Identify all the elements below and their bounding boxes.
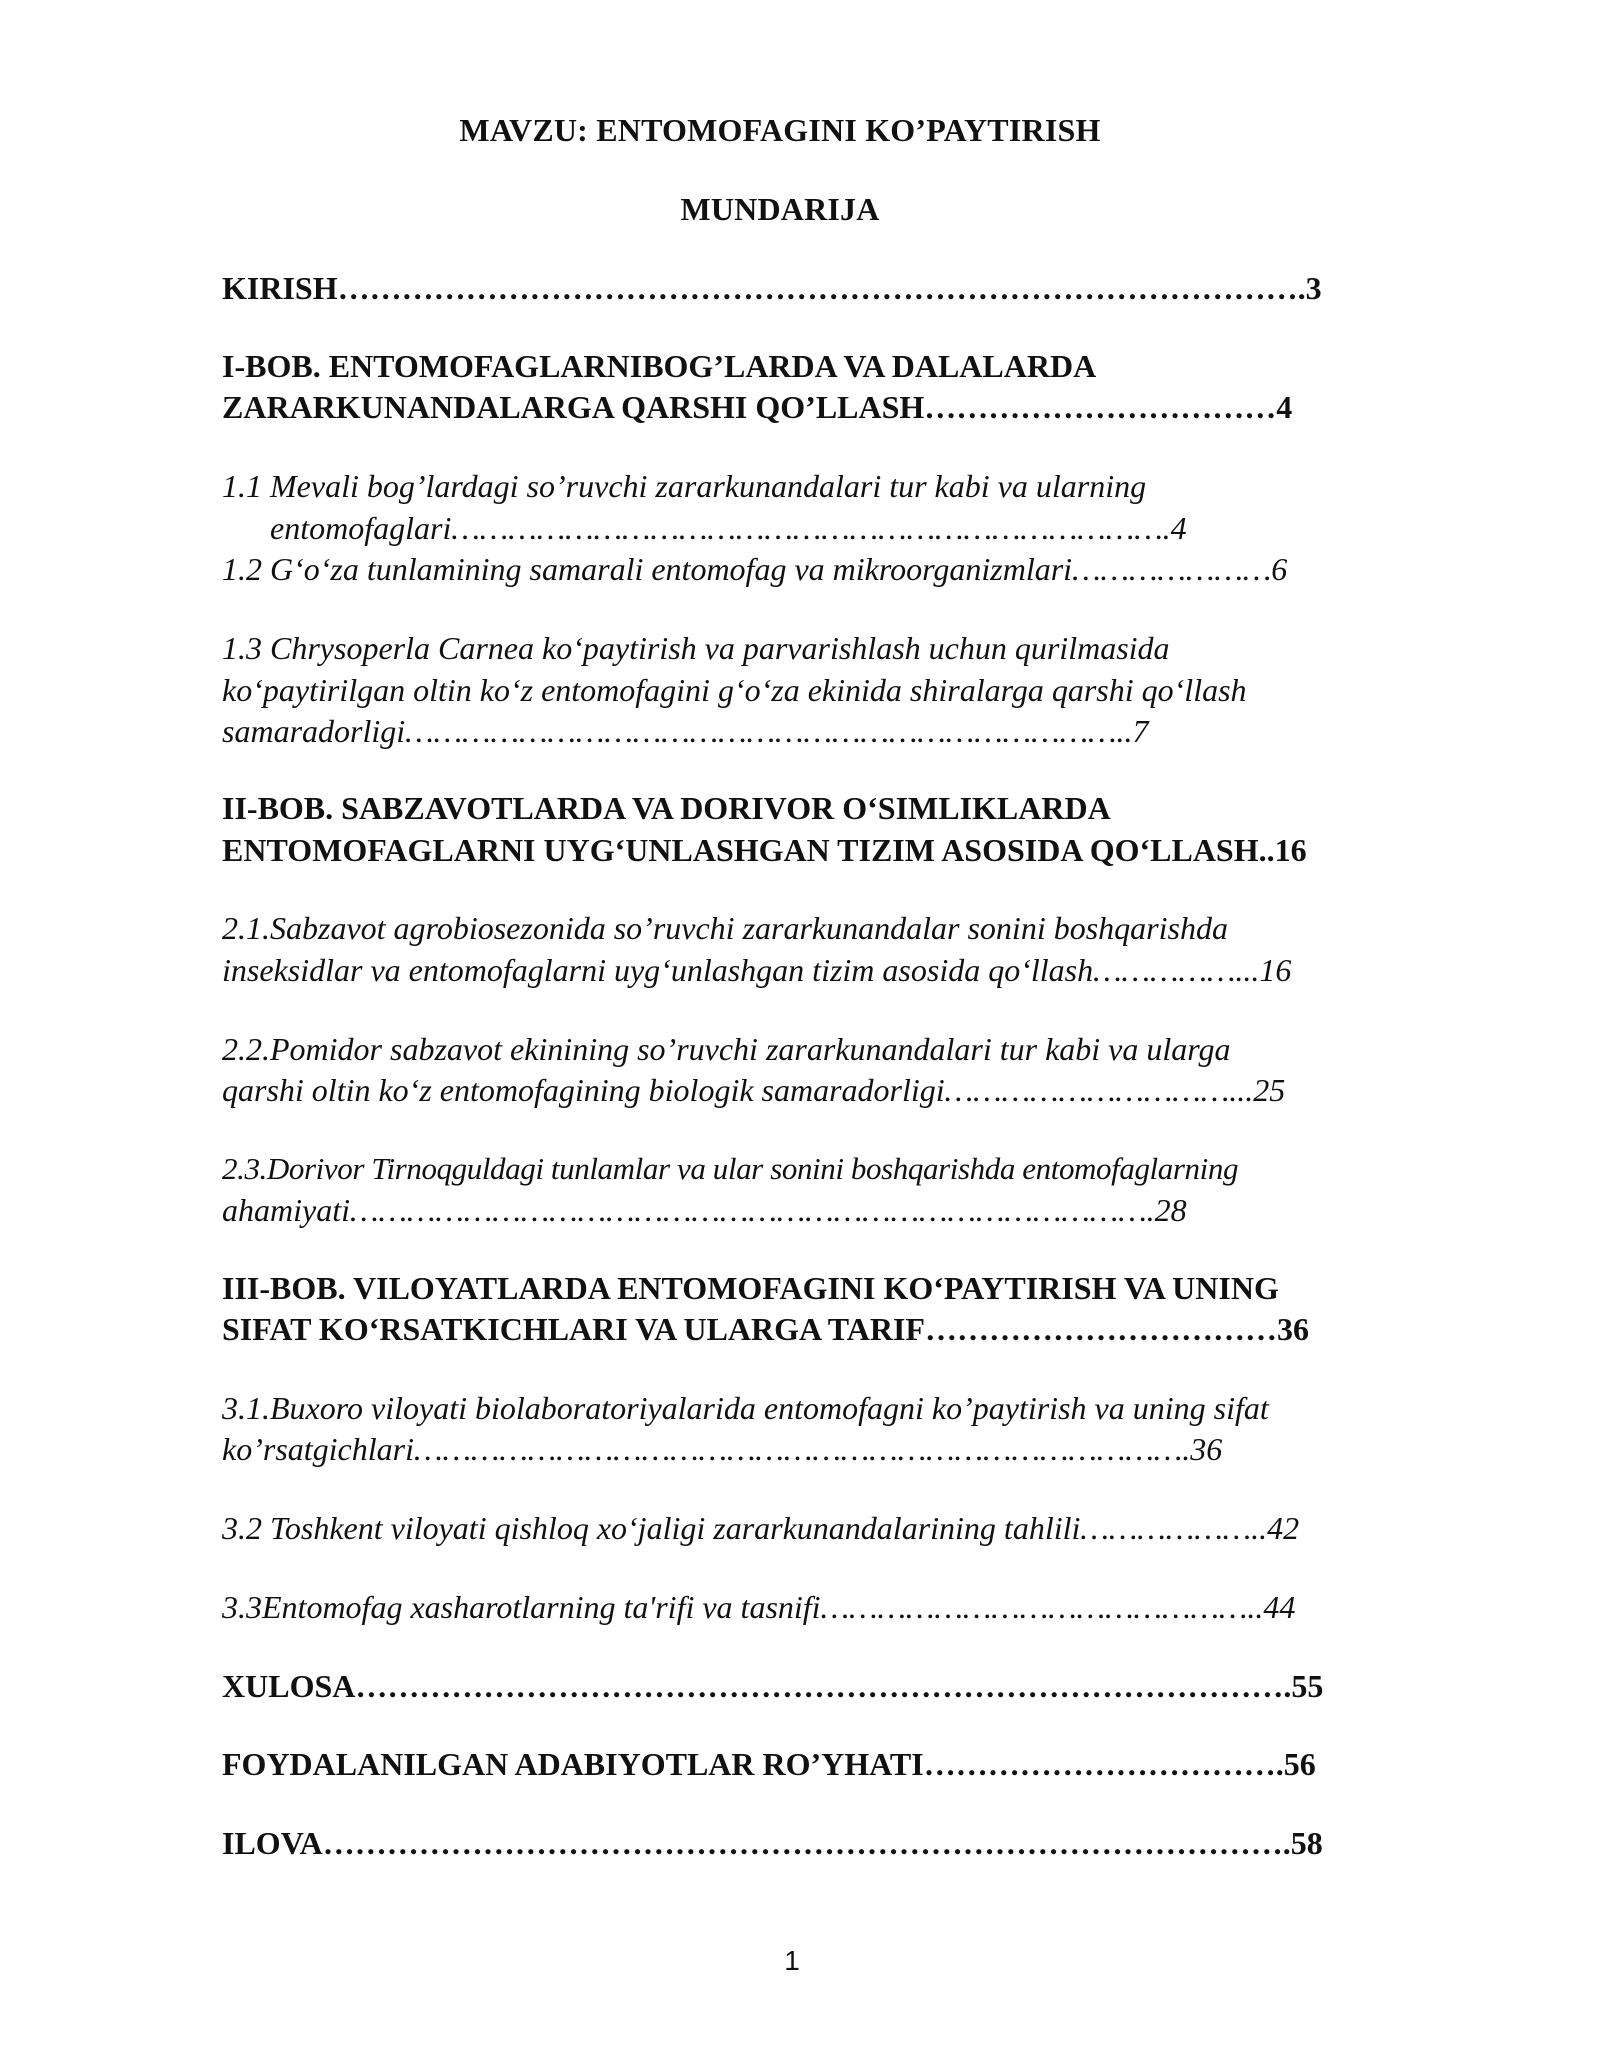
- toc-section-2-2-line-1: 2.2.Pomidor sabzavot ekinining so’ruvchi zararkunandalari tur kabi va ularga: [222, 1031, 1231, 1067]
- toc-chapter-1-line-1: I-BOB. ENTOMOFAGLARNIBOG’LARDA VA DALALARDA: [222, 348, 1097, 384]
- contents-heading: MUNDARIJA: [680, 191, 880, 227]
- toc-chapter-1-line-2: ZARARKUNANDALARGA QARSHI QO’LLASH……………………………4: [222, 389, 1293, 425]
- toc-section-1-3-line-3: samaradorligi…………………………………………………………………..7: [222, 713, 1149, 749]
- toc-chapter-3-line-2: SIFAT KO‘RSATKICHLARI VA ULARGA TARIF……………………………36: [222, 1311, 1309, 1347]
- toc-section-3-1-line-2: ko’rsatgichlari……………………………………………………………………….36: [222, 1431, 1223, 1467]
- toc-section-2-3-line-2: ahamiyati………………………………………………………………………….28: [222, 1192, 1187, 1228]
- toc-entry-adabiyotlar: FOYDALANILGAN ADABIYOTLAR RO’YHATI…………………………….56: [222, 1746, 1316, 1782]
- toc-section-2-1-line-2: inseksidlar va entomofaglarni uyg‘unlashgan tizim asosida qo‘llash……………...16: [222, 952, 1292, 988]
- page-number: 1: [784, 1945, 800, 1976]
- toc-section-2-3-line-1: 2.3.Dorivor Tirnoqguldagi tunlamlar va ular sonini boshqarishda entomofaglarning: [222, 1151, 1239, 1186]
- toc-section-1-3-line-1: 1.3 Chrysoperla Carnea ko‘paytirish va parvarishlash uchun qurilmasida: [222, 630, 1170, 666]
- toc-section-3-1-line-1: 3.1.Buxoro viloyati biolaboratoriyalarida entomofagni ko’paytirish va uning sifat: [222, 1390, 1269, 1426]
- toc-section-2-1-line-1: 2.1.Sabzavot agrobiosezonida so’ruvchi zararkunandalar sonini boshqarishda: [222, 910, 1228, 946]
- toc-section-1-1-line-1: 1.1 Mevali bog’lardagi so’ruvchi zararkunandalari tur kabi va ularning: [222, 468, 1147, 504]
- toc-section-1-1-line-2: entomofaglari………………………………………………………………….4: [270, 510, 1187, 546]
- document-title: MAVZU: ENTOMOFAGINI KO’PAYTIRISH: [459, 112, 1101, 148]
- toc-entry-xulosa: XULOSA…………………………………………………………………………….55: [222, 1668, 1324, 1704]
- toc-entry-kirish: KIRISH……………………………………………………………………………….3: [222, 270, 1322, 306]
- toc-section-1-3-line-2: ko‘paytirilgan oltin ko‘z entomofagini g‘o‘za ekinida shiralarga qarshi qo‘llash: [222, 672, 1247, 708]
- toc-entry-ilova: ILOVA……………………………………………………………………………….58: [222, 1825, 1323, 1861]
- toc-chapter-3-line-1: III-BOB. VILOYATLARDA ENTOMOFAGINI KO‘PAYTIRISH VA UNING: [222, 1270, 1279, 1306]
- toc-chapter-2-line-1: II-BOB. SABZAVOTLARDA VA DORIVOR O‘SIMLIKLARDA: [222, 790, 1111, 826]
- toc-section-2-2-line-2: qarshi oltin ko‘z entomofagining biologik samaradorligi…………………………...25: [222, 1072, 1286, 1108]
- toc-chapter-2-line-2: ENTOMOFAGLARNI UYG‘UNLASHGAN TIZIM ASOSIDA QO‘LLASH..16: [222, 832, 1307, 868]
- toc-section-3-3: 3.3Entomofag xasharotlarning ta'rifi va tasnifi………………………………………..44: [222, 1589, 1296, 1625]
- toc-section-3-2: 3.2 Toshkent viloyati qishloq xo‘jaligi zararkunandalarining tahlili………………..42: [222, 1510, 1300, 1546]
- toc-section-1-2: 1.2 G‘o‘za tunlamining samarali entomofag va mikroorganizmlari…………………6: [222, 551, 1288, 587]
